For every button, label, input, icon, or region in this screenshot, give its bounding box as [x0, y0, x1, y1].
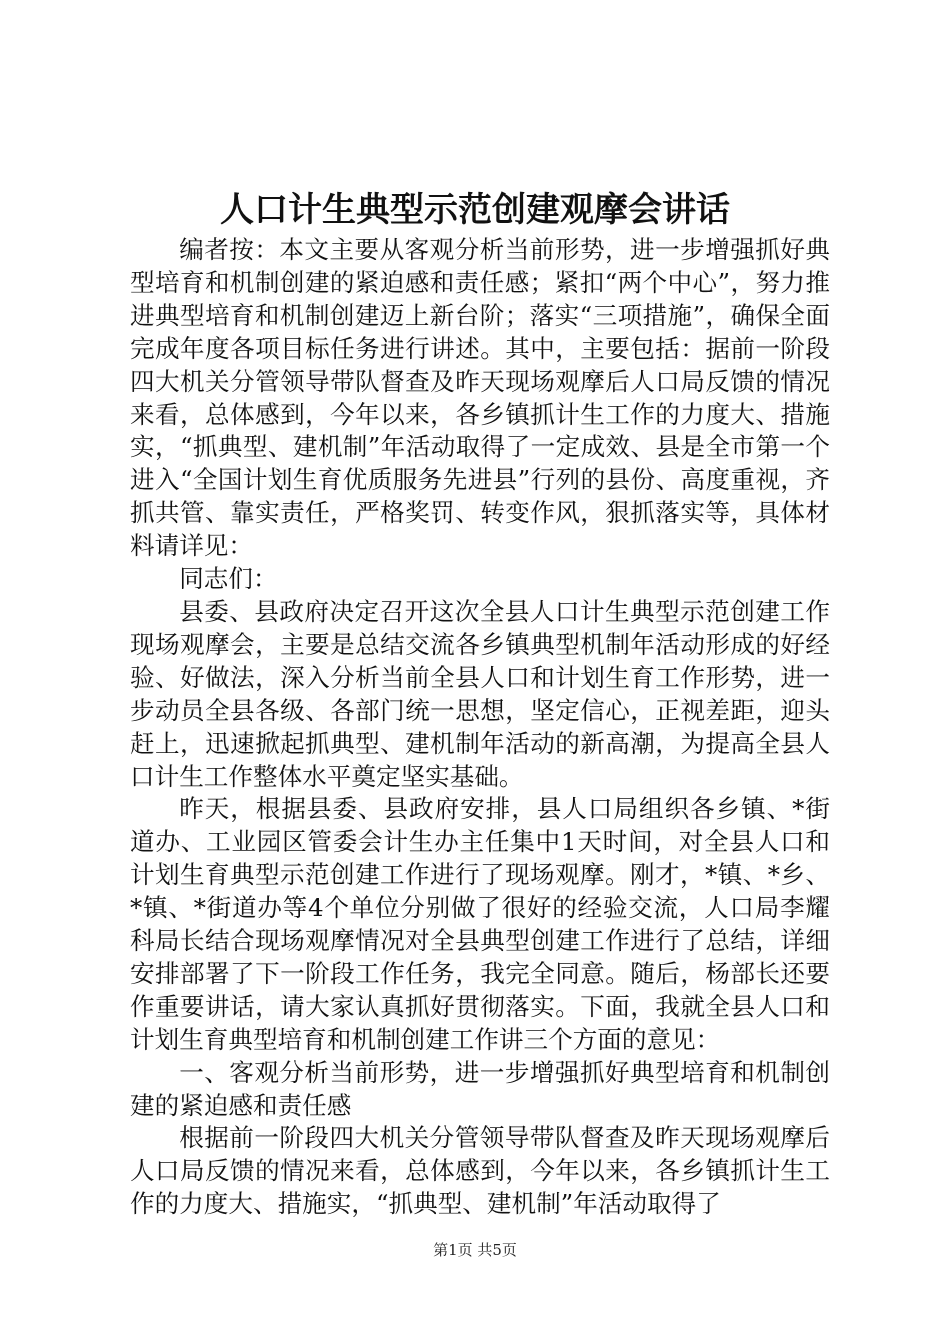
body-paragraph: 根据前一阶段四大机关分管领导带队督查及昨天现场观摩后人口局反馈的情况来看，总体感到，今年以来，各乡镇抓计生工作的力度大、措施实，“抓典型、建机制”年活动取得了 [130, 1123, 830, 1219]
salutation-paragraph: 同志们： [179, 564, 278, 594]
page-footer: 第1页 共5页 [433, 1241, 517, 1259]
document-body [130, 234, 830, 1221]
section-heading: 一、客观分析当前形势，进一步增强抓好典型培育和机制创建的紧迫感和责任感 [130, 1057, 830, 1120]
editor-note-paragraph: 编者按：本文主要从客观分析当前形势，进一步增强抓好典型培育和机制创建的紧迫感和责任感；紧扣“两个中心”，努力推进典型培育和机制创建迈上新台阶；落实“三项措施”，确保全面完成年度各项目标任务进行讲述。其中，主要包括：据前一阶段四大机关分管领导带队督查及昨天现场观摩后人口局反馈的情况来看，总体感到，今年以来，各乡镇抓计生工作的力度大、措施实，“抓典型、建机制”年活动取得了一定成效、县是全市第一个进入“全国计划生育优质服务先进县”行列的县份、高度重视，齐抓共管、靠实责任，严格奖罚、转变作风，狠抓落实等，具体材料请详见： [130, 235, 830, 561]
body-paragraph: 县委、县政府决定召开这次全县人口计生典型示范创建工作现场观摩会，主要是总结交流各乡镇典型机制年活动形成的好经验、好做法，深入分析当前全县人口和计划生育工作形势，进一步动员全县各级、各部门统一思想，坚定信心，正视差距，迎头赶上，迅速掀起抓典型、建机制年活动的新高潮，为提高全县人口计生工作整体水平奠定坚实基础。 [130, 596, 830, 791]
document-title: 人口计生典型示范创建观摩会讲话 [220, 190, 730, 230]
body-paragraph: 昨天，根据县委、县政府安排，县人口局组织各乡镇、*街道办、工业园区管委会计生办主任集中1天时间，对全县人口和计划生育典型示范创建工作进行了现场观摩。刚才，*镇、*乡、*镇、*街道办等4个单位分别做了很好的经验交流，人口局李耀科局长结合现场观摩情况对全县典型创建工作进行了总结，详细安排部署了下一阶段工作任务，我完全同意。随后，杨部长还要作重要讲话，请大家认真抓好贯彻落实。下面，我就全县人口和计划生育典型培育和机制创建工作讲三个方面的意见： [130, 794, 830, 1054]
